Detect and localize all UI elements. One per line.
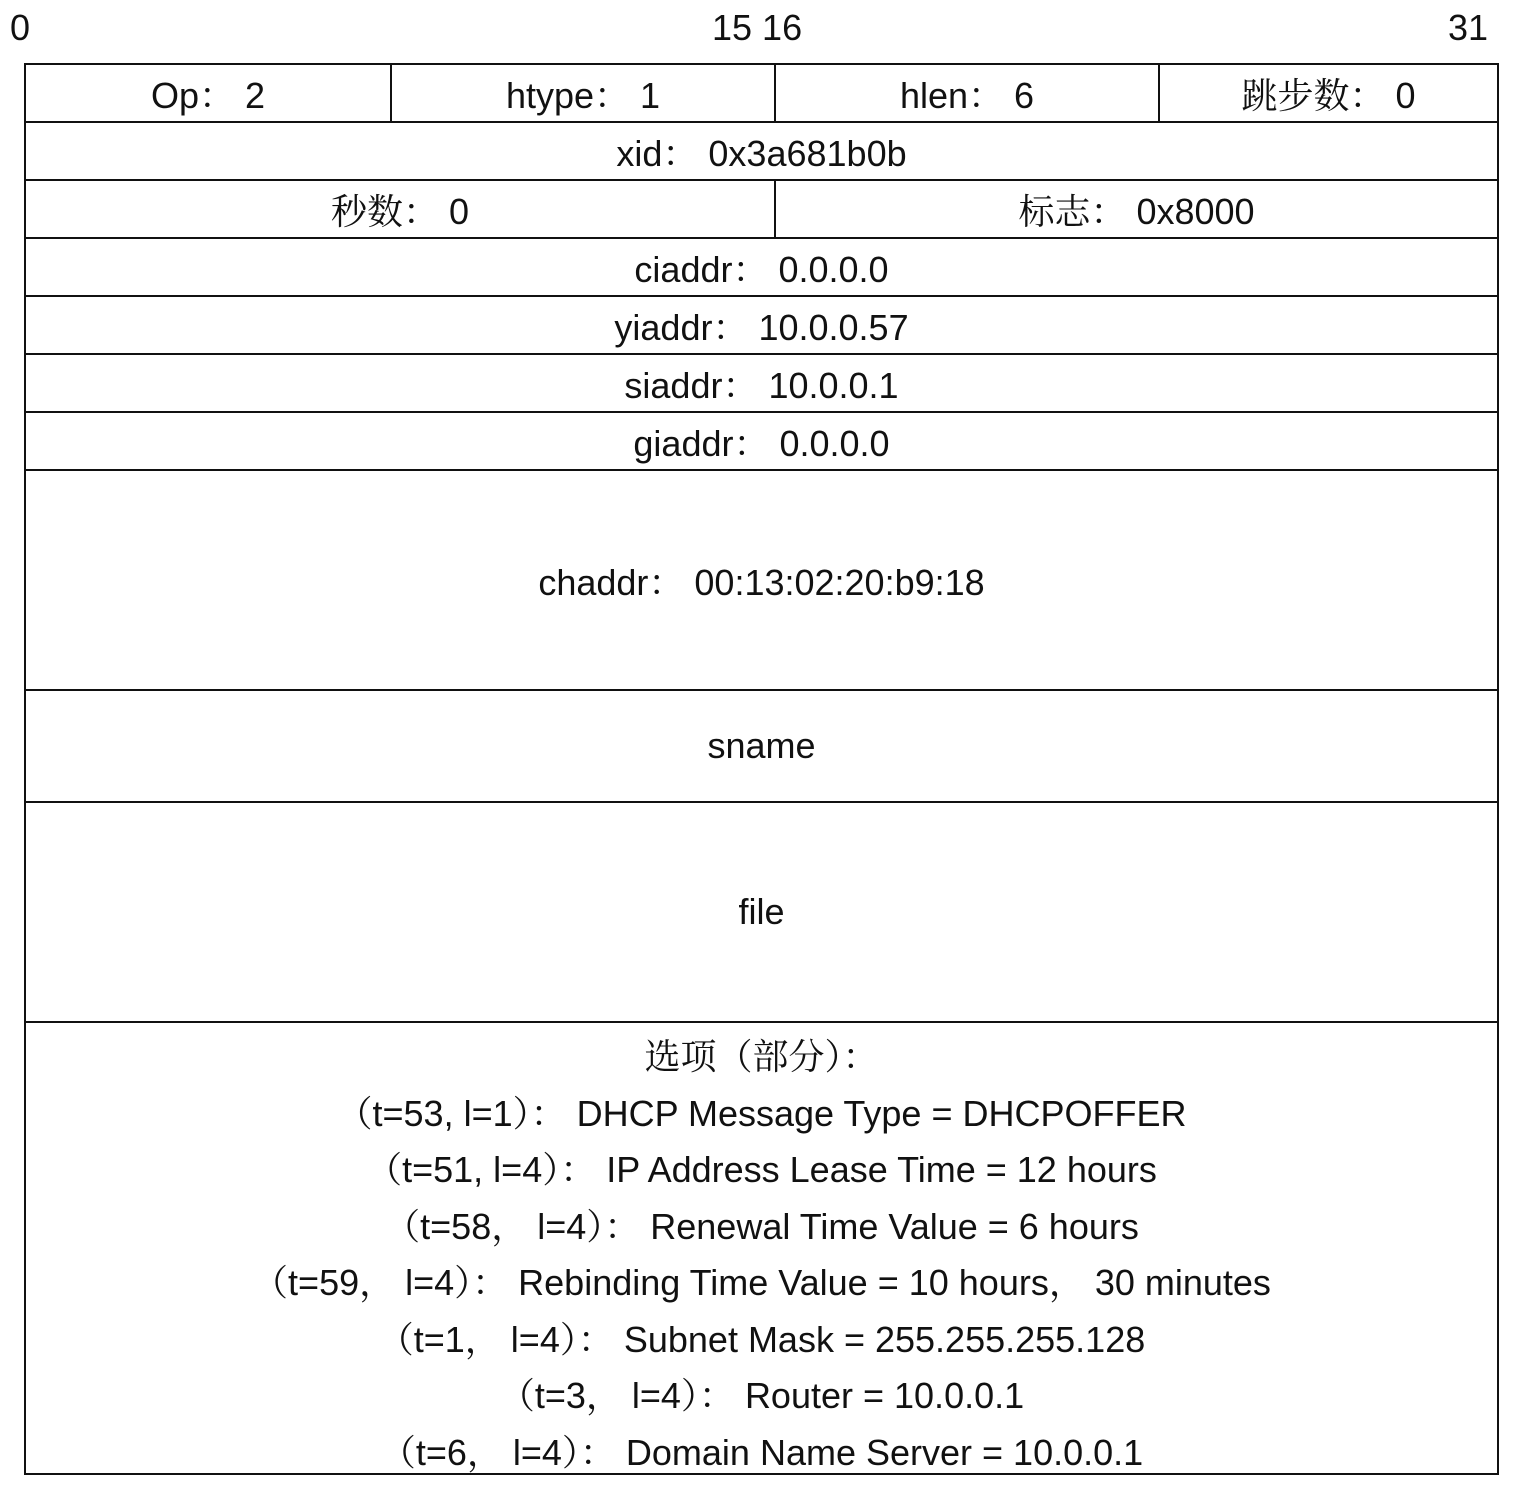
bit-label-0: 0 — [10, 7, 31, 48]
row-file — [26, 803, 1497, 1023]
field-secs: 秒数： 0 — [330, 190, 470, 232]
option-item: （t=3， l=4）： Router = 10.0.0.1 — [498, 1375, 1025, 1416]
row-secs-flags — [26, 181, 1497, 239]
field-siaddr: siaddr： 10.0.0.1 — [624, 364, 899, 406]
field-options — [26, 1023, 1497, 1473]
field-ciaddr: ciaddr： 0.0.0.0 — [634, 248, 889, 290]
row-ciaddr — [26, 239, 1497, 297]
field-hops: 跳步数： 0 — [1158, 65, 1497, 121]
field-flags: 标志： 0x8000 — [774, 181, 1497, 237]
row-xid — [26, 123, 1497, 181]
row-siaddr — [26, 355, 1497, 413]
field-chaddr: chaddr： 00:13:02:20:b9:18 — [538, 561, 985, 603]
option-item: （t=58， l=4）： Renewal Time Value = 6 hours — [384, 1205, 1139, 1247]
bit-label-31: 31 — [1448, 7, 1489, 48]
option-item: （t=6， l=4）： Domain Name Server = 10.0.0.1 — [379, 1431, 1144, 1473]
option-item: （t=53, l=1）： DHCP Message Type = DHCPOFFER — [336, 1092, 1187, 1134]
option-item: （t=51, l=4）： IP Address Lease Time = 12 hours — [366, 1149, 1157, 1190]
row-yiaddr — [26, 297, 1497, 355]
field-yiaddr: yiaddr： 10.0.0.57 — [614, 306, 909, 348]
options-title: 选项（部分）： — [644, 1036, 879, 1077]
field-htype: htype： 1 — [390, 65, 774, 121]
row-giaddr — [26, 413, 1497, 471]
row-sname — [26, 691, 1497, 803]
dhcp-offer-packet-diagram — [24, 63, 1499, 1475]
field-file: file — [738, 891, 785, 932]
field-sname: sname — [707, 725, 816, 766]
option-item: （t=59， l=4）： Rebinding Time Value = 10 hours， 30 minutes — [252, 1262, 1271, 1303]
row-options — [26, 1023, 1497, 1473]
field-giaddr: giaddr： 0.0.0.0 — [633, 422, 890, 464]
row-op-htype-hlen-hops — [26, 65, 1497, 123]
option-item: （t=1， l=4）： Subnet Mask = 255.255.255.128 — [377, 1318, 1146, 1360]
bit-label-15-16: 15 16 — [712, 7, 803, 48]
field-hlen: hlen： 6 — [774, 65, 1158, 121]
field-xid: xid： 0x3a681b0b — [616, 132, 907, 174]
row-chaddr — [26, 471, 1497, 691]
field-op: Op： 2 — [150, 74, 266, 116]
